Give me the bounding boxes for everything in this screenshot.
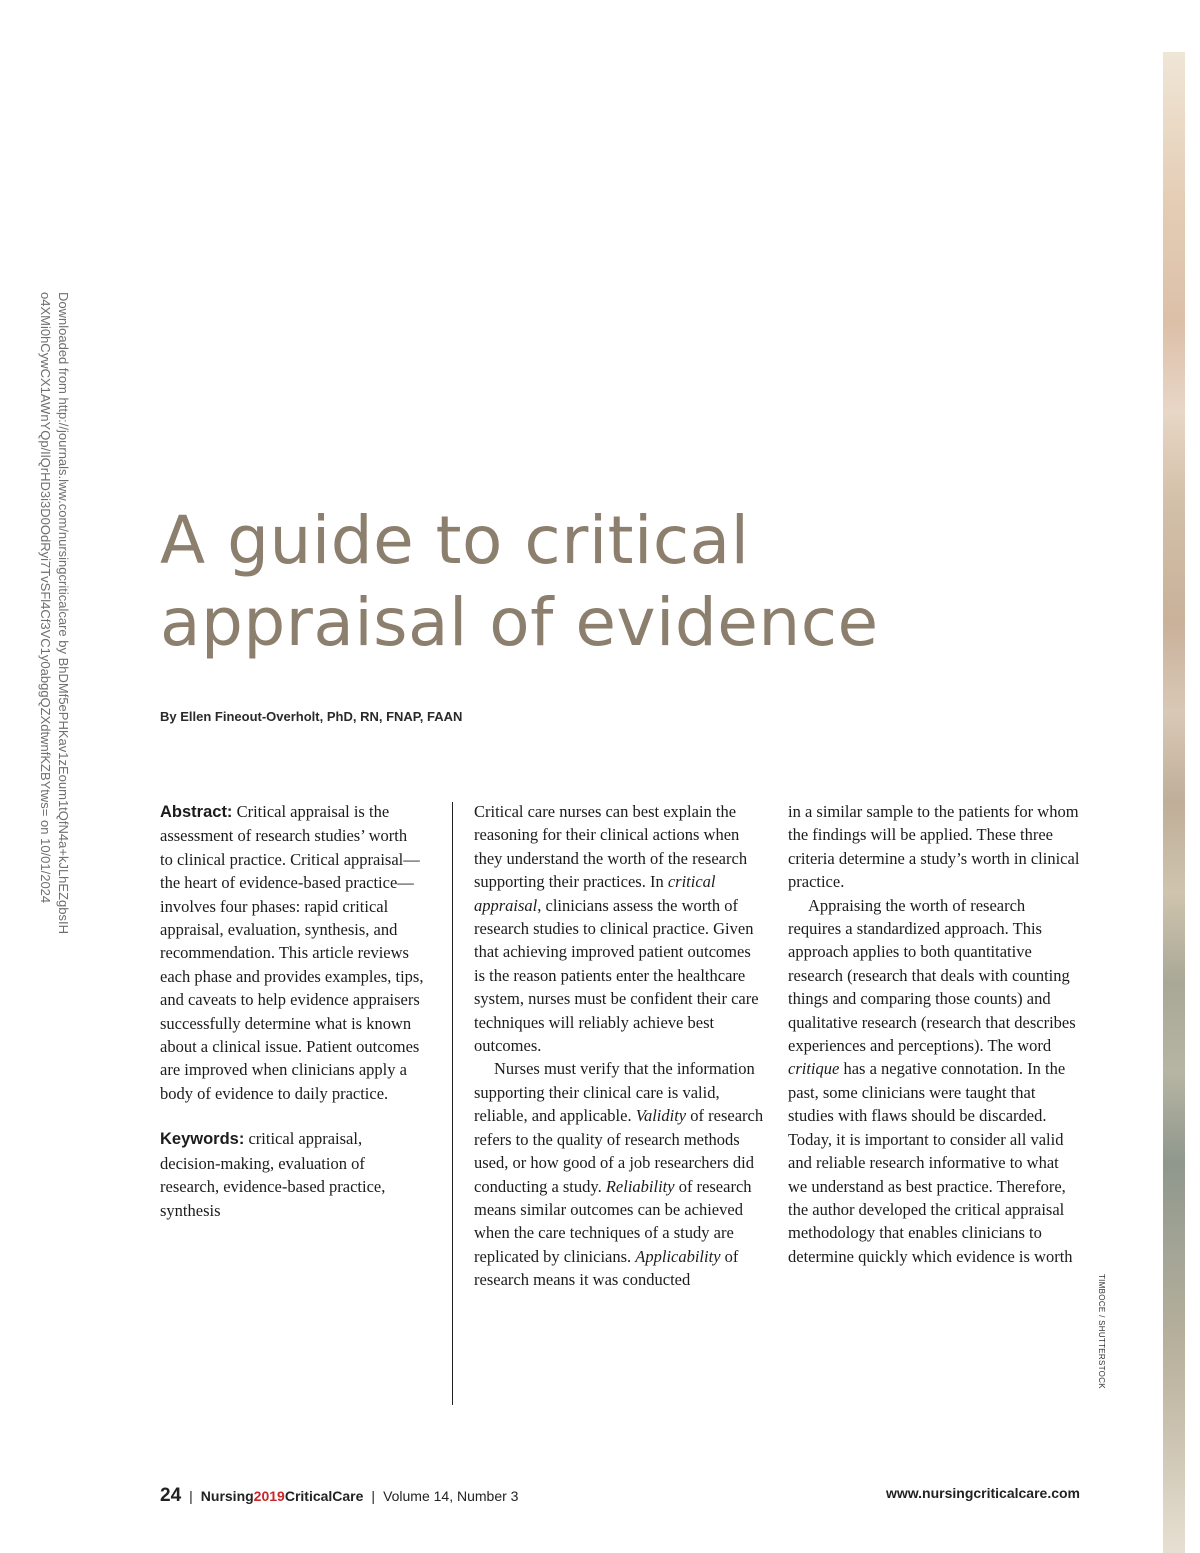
- abstract-column: [160, 800, 424, 1222]
- paragraph: [474, 800, 764, 1057]
- journal-year: 2019: [253, 1488, 285, 1504]
- page-number: 24: [160, 1485, 182, 1506]
- term-applicability: Applicability: [635, 1246, 721, 1266]
- text-run: Nurses must verify that the information supporting their clinical care is valid, reliable, and applicable.: [474, 1059, 755, 1126]
- journal-suffix: CriticalCare: [284, 1488, 364, 1504]
- text-run: , clinicians assess the worth of research studies to clinical practice. Given that achieving improved patient outcomes is the reason patients enter the healthcare system, nurses must be confident their care techniques will reliably achieve best outcomes.: [474, 895, 759, 1056]
- download-watermark: [36, 292, 72, 934]
- watermark-line-2: o4XMi0hCywCX1AWnYQp/IlQrHD3i3D0OdRyi7TvSFl4Cf3VC1y0abggQZXdtwnfKZBYtws= on 10/01/2024: [38, 292, 53, 904]
- term-critique: critique: [788, 1059, 840, 1079]
- page-footer: [160, 1483, 1080, 1507]
- text-run: Critical care nurses can best explain the reasoning for their clinical actions when they understand the worth of the research supporting their practices. In: [474, 802, 748, 892]
- watermark-line-1: Downloaded from http://journals.lww.com/nursingcriticalcare by BhDMf5ePHKav1zEoum1tQfN4a+kJLhEZgbsIH: [56, 292, 71, 934]
- paragraph: [474, 1057, 764, 1291]
- footer-separator: |: [371, 1488, 376, 1504]
- text-run: has a negative connotation. In the past, some clinicians were taught that studies with flaws should be discarded. Today, it is important to consider all valid and reliable research informative to what we understand as best practice. Therefore, the author developed the critical appraisal methodology that enables clinicians to determine quickly which evidence is worth: [788, 1059, 1073, 1266]
- photo-credit: TIMBOCE / SHUTTERSTOCK: [1097, 1274, 1106, 1389]
- body-column-2: [474, 800, 764, 1292]
- paragraph: [788, 894, 1080, 1269]
- journal-website: www.nursingcriticalcare.com: [886, 1485, 1080, 1501]
- article-title: [160, 500, 1120, 664]
- journal-prefix: Nursing: [200, 1488, 254, 1504]
- column-divider: [452, 802, 453, 1405]
- text-run: Appraising the worth of research requires a standardized approach. This approach applies to both quantitative research (research that deals with counting things and comparing those counts) and qualitative research (research that describes experiences and perceptions). The word: [788, 895, 1076, 1056]
- term-reliability: Reliability: [605, 1176, 675, 1196]
- title-line-1: A guide to critical: [160, 502, 750, 579]
- photo-edge-strip: [1163, 52, 1185, 1553]
- abstract-label: Abstract:: [160, 803, 233, 821]
- keywords: [160, 1127, 424, 1222]
- abstract-text: Critical appraisal is the assessment of research studies’ worth to clinical practice. Critical appraisal—the heart of evidence-based practice—involves four phases: rapid critical appraisal, evaluation, synthesis, and recommendation. This article reviews each phase and provides examples, tips, and caveats to help evidence appraisers successfully determine what is known about a clinical issue. Patient outcomes are improved when clinicians apply a body of evidence to daily practice.: [160, 802, 424, 1103]
- text-run: of research means similar outcomes can be achieved when the care techniques of a study are replicated by clinicians.: [474, 1176, 752, 1266]
- paragraph: in a similar sample to the patients for whom the findings will be applied. These three criteria determine a study’s worth in clinical practice.: [788, 802, 1080, 892]
- text-run: of research refers to the quality of research methods used, or how good of a job researchers did conducting a study.: [474, 1106, 764, 1196]
- title-line-2: appraisal of evidence: [160, 584, 879, 661]
- keywords-label: Keywords:: [160, 1130, 245, 1149]
- footer-left: [160, 1485, 518, 1507]
- keywords-text: critical appraisal, decision-making, evaluation of research, evidence-based practice, synthesis: [160, 1129, 386, 1220]
- abstract: [160, 800, 424, 1105]
- text-run: of research means it was conducted: [474, 1246, 739, 1290]
- term-critical-appraisal: critical appraisal: [474, 872, 716, 915]
- volume-info: Volume 14, Number 3: [383, 1488, 519, 1504]
- journal-name: [201, 1488, 364, 1504]
- term-validity: Validity: [635, 1106, 687, 1126]
- body-column-3: [788, 800, 1080, 1268]
- footer-separator: |: [189, 1488, 193, 1504]
- byline: By Ellen Fineout-Overholt, PhD, RN, FNAP, FAAN: [160, 709, 463, 724]
